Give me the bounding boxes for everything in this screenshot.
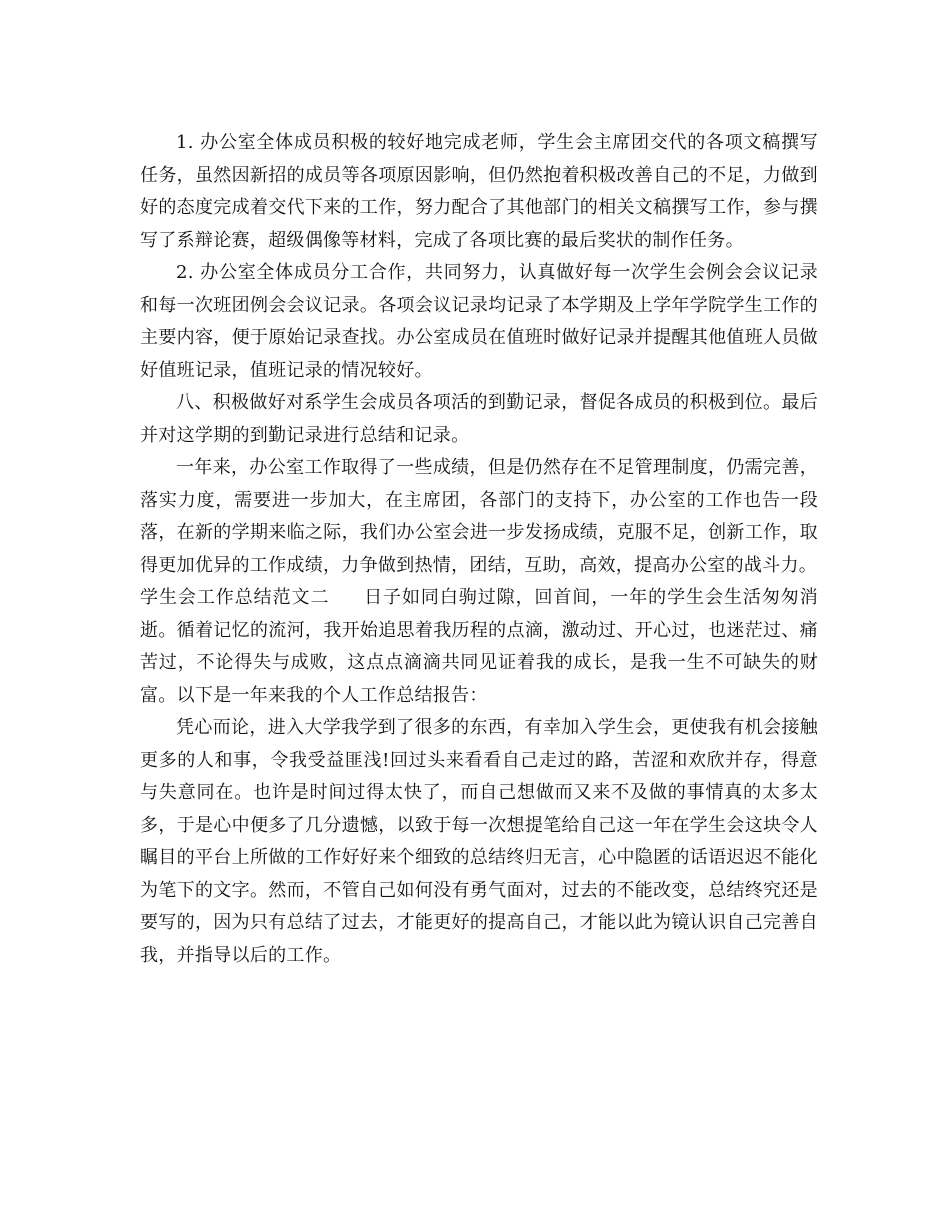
paragraph-attendance-records: 八、积极做好对系学生会成员各项活的到勤记录，督促各成员的积极到位。最后并对这学期的到勤记录进行总结和记录。 (140, 392, 818, 446)
paragraph-office-drafting: 1. 办公室全体成员积极的较好地完成老师，学生会主席团交代的各项文稿撰写任务，虽然因新招的成员等各项原因影响，但仍然抱着积极改善自己的不足，力做到好的态度完成着交代下来的工作，努力配合了其他部门的相关文稿撰写工作，参与撰写了系辩论赛，超级偶像等材料，完成了各项比赛的最后奖状的制作任务。 (140, 132, 818, 251)
paragraph-personal-reflection: 凭心而论，进入大学我学到了很多的东西，有幸加入学生会，更使我有机会接触更多的人和事，令我受益匪浅!回过头来看看自己走过的路，苦涩和欢欣并存，得意与失意同在。也许是时间过得太快了，而自己想做而又来不及做的事情真的太多太多，于是心中便多了几分遗憾，以致于每一次想提笔给自己这一年在学生会这块令人瞩目的平台上所做的工作好好来个细致的总结终归无言，心中隐匿的话语迟迟不能化为笔下的文字。然而，不管自己如何没有勇气面对，过去的不能改变，总结终究还是要写的，因为只有总结了过去，才能更好的提高自己，才能以此为镜认识自己完善自我，并指导以后的工作。 (140, 717, 818, 966)
section-two-paragraph (140, 582, 818, 712)
section-two-heading: 学生会工作总结范文二 (140, 587, 330, 608)
section-two-intro: 日子如同白驹过隙，回首间，一年的学生会生活匆匆消逝。循着记忆的流河，我开始追思着我历程的点滴，激动过、开心过，也迷茫过、痛苦过，不论得失与成败，这点点滴滴共同见证着我的成长，是我一生不可缺失的财富。以下是一年来我的个人工作总结报告： (140, 587, 819, 706)
paragraph-year-summary: 一年来，办公室工作取得了一些成绩，但是仍然存在不足管理制度，仍需完善，落实力度，需要进一步加大，在主席团，各部门的支持下，办公室的工作也告一段落，在新的学期来临之际，我们办公室会进一步发扬成绩，克服不足，创新工作，取得更加优异的工作成绩，力争做到热情，团结，互助，高效，提高办公室的战斗力。 (140, 457, 818, 576)
paragraph-meeting-records: 2. 办公室全体成员分工合作，共同努力，认真做好每一次学生会例会会议记录和每一次班团例会会议记录。各项会议记录均记录了本学期及上学年学院学生工作的主要内容，便于原始记录查找。办公室成员在值班时做好记录并提醒其他值班人员做好值班记录，值班记录的情况较好。 (140, 262, 818, 381)
document-body (140, 127, 818, 972)
